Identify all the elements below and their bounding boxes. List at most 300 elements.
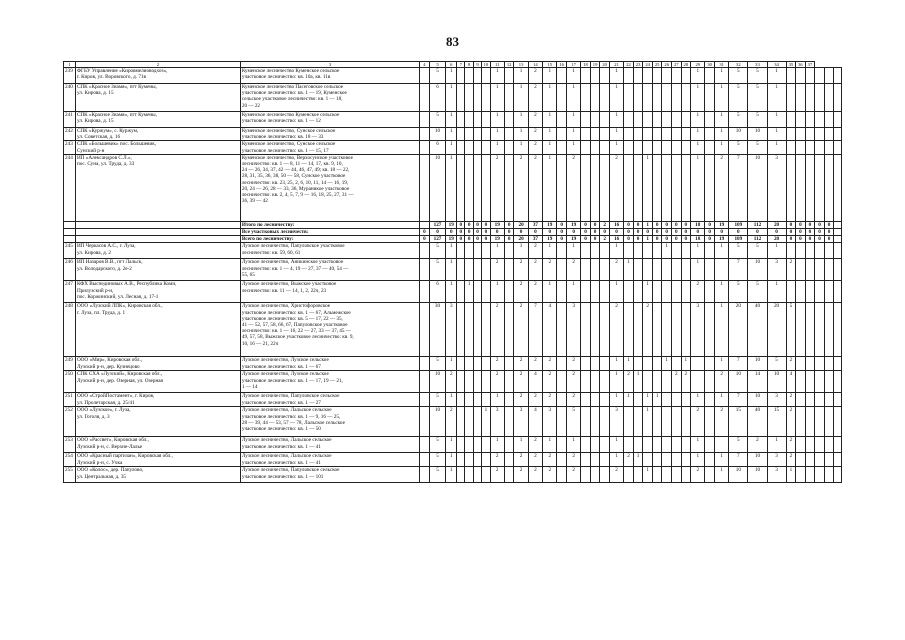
value-cell xyxy=(557,357,567,371)
value-cell: 0 xyxy=(805,236,815,243)
value-cell: 1 xyxy=(714,393,728,407)
value-cell xyxy=(824,112,834,128)
value-cell: 1 xyxy=(446,453,457,467)
value-cell: 1 xyxy=(609,243,623,259)
value-cell xyxy=(504,128,514,141)
user-name: ООО «Рассвет», Кировская обл., Лузский р-н, с. Верхне-Лалье xyxy=(75,437,240,453)
value-cell xyxy=(420,303,430,357)
value-cell xyxy=(624,407,634,437)
location-description: Куменское лесничество, Сунское сельское участковое лесничество: кв. 1 — 15, 17 xyxy=(240,141,419,154)
column-number: 23 xyxy=(633,62,643,68)
table-row xyxy=(64,467,842,483)
value-cell xyxy=(633,393,643,407)
value-cell xyxy=(590,437,600,453)
value-cell: 1 xyxy=(490,84,504,112)
value-cell: 109 xyxy=(729,236,748,243)
column-number: 5 xyxy=(429,62,446,68)
value-cell xyxy=(643,437,653,453)
user-name: СПК СХА «Лузский», Кировская обл., Лузский р-н, дер. Озерная, ул. Озерная xyxy=(75,371,240,393)
value-cell: 2 xyxy=(528,393,542,407)
value-cell: 5 xyxy=(429,393,446,407)
value-cell xyxy=(805,112,815,128)
value-cell xyxy=(420,128,430,141)
value-cell xyxy=(482,128,490,141)
total-label: Итого по лесничеству: xyxy=(240,221,419,228)
value-cell: 0 xyxy=(662,236,672,243)
value-cell: 1 xyxy=(714,243,728,259)
value-cell xyxy=(805,371,815,393)
value-cell xyxy=(457,357,465,371)
value-cell xyxy=(420,112,430,128)
value-cell xyxy=(834,453,842,467)
value-cell: 18 xyxy=(691,236,705,243)
value-cell xyxy=(815,371,825,393)
value-cell: 1 xyxy=(446,128,457,141)
user-name: СПК «Большевик» пос. Большевик, Сунский р-н xyxy=(75,141,240,154)
value-cell xyxy=(662,259,672,281)
value-cell xyxy=(581,259,591,281)
value-cell xyxy=(504,393,514,407)
value-cell: 10 xyxy=(748,453,767,467)
value-cell xyxy=(473,243,481,259)
value-cell xyxy=(824,68,834,84)
value-cell: 1 xyxy=(624,259,634,281)
value-cell xyxy=(805,243,815,259)
table-row xyxy=(64,281,842,303)
column-number: 13 xyxy=(514,62,528,68)
value-cell: 0 xyxy=(504,236,514,243)
value-cell xyxy=(834,84,842,112)
value-cell xyxy=(652,154,662,221)
table-row xyxy=(64,407,842,437)
value-cell xyxy=(600,437,610,453)
value-cell: 1 xyxy=(609,371,623,393)
value-cell: 5 xyxy=(729,437,748,453)
location-description: Лузское лесничество, Лузское сельское участковое лесничество: кв. 1 — 17, 19 — 21, 1 — 14 xyxy=(240,371,419,393)
total-label: Все участковых лесничеств: xyxy=(240,229,419,236)
value-cell xyxy=(834,437,842,453)
value-cell: 1 xyxy=(767,84,786,112)
value-cell xyxy=(643,371,653,393)
value-cell: 3 xyxy=(490,407,504,437)
value-cell xyxy=(557,407,567,437)
value-cell xyxy=(805,68,815,84)
value-cell: 1 xyxy=(543,154,557,221)
value-cell xyxy=(824,259,834,281)
value-cell: 0 xyxy=(457,229,465,236)
value-cell: 1 xyxy=(652,393,662,407)
value-cell xyxy=(643,68,653,84)
value-cell: 0 xyxy=(815,229,825,236)
value-cell: 1 xyxy=(691,259,705,281)
value-cell xyxy=(557,84,567,112)
value-cell: 1 xyxy=(609,84,623,112)
column-number: 6 xyxy=(446,62,457,68)
value-cell: 2 xyxy=(566,371,580,393)
value-cell xyxy=(420,371,430,393)
value-cell xyxy=(662,407,672,437)
row-number: 252 xyxy=(64,407,76,437)
total-label: Всего по лесничеству: xyxy=(240,236,419,243)
value-cell xyxy=(815,281,825,303)
location-description: Лузское лесничество, Папуловское сельское участковое лесничество: кв. 1 — 101 xyxy=(240,467,419,483)
value-cell: 0 xyxy=(786,229,796,236)
value-cell: 0 xyxy=(652,229,662,236)
value-cell: 3 xyxy=(446,303,457,357)
value-cell xyxy=(671,393,681,407)
value-cell xyxy=(834,281,842,303)
value-cell: 1 xyxy=(514,68,528,84)
value-cell: 20 xyxy=(729,303,748,357)
value-cell xyxy=(662,281,672,303)
value-cell: 1 xyxy=(643,407,653,437)
value-cell xyxy=(662,371,672,393)
value-cell: 1 xyxy=(514,128,528,141)
value-cell xyxy=(457,154,465,221)
user-name xyxy=(75,229,240,236)
value-cell: 2 xyxy=(446,407,457,437)
value-cell: 1 xyxy=(514,141,528,154)
value-cell xyxy=(681,407,691,437)
value-cell: 1 xyxy=(691,154,705,221)
user-name: ООО «Лузское», г. Луза, ул. Гоголя, д. 3 xyxy=(75,407,240,437)
value-cell: 20 xyxy=(767,236,786,243)
value-cell xyxy=(643,453,653,467)
row-number: 254 xyxy=(64,453,76,467)
value-cell xyxy=(557,243,567,259)
value-cell xyxy=(633,467,643,483)
value-cell: 10 xyxy=(429,128,446,141)
value-cell: 5 xyxy=(429,437,446,453)
value-cell xyxy=(581,453,591,467)
value-cell: 5 xyxy=(748,243,767,259)
value-cell xyxy=(805,128,815,141)
value-cell: 4 xyxy=(528,407,542,437)
column-number: 4 xyxy=(420,62,430,68)
value-cell xyxy=(643,84,653,112)
value-cell: 2 xyxy=(543,453,557,467)
value-cell xyxy=(420,68,430,84)
value-cell xyxy=(805,393,815,407)
value-cell xyxy=(824,128,834,141)
value-cell: 0 xyxy=(714,229,728,236)
value-cell xyxy=(705,243,715,259)
value-cell xyxy=(805,303,815,357)
value-cell: 5 xyxy=(729,243,748,259)
value-cell: 0 xyxy=(429,229,446,236)
value-cell: 1 xyxy=(490,112,504,128)
user-name: КФХ Выспединовых А.В., Республика Коми, Прилузский р-н, пос. Коржинский, ул. Лесная, д. 17-1 xyxy=(75,281,240,303)
value-cell: 2 xyxy=(714,154,728,221)
value-cell: 1 xyxy=(490,68,504,84)
value-cell: 1 xyxy=(714,68,728,84)
value-cell xyxy=(600,84,610,112)
value-cell xyxy=(786,112,796,128)
column-number: 21 xyxy=(609,62,623,68)
value-cell: 0 xyxy=(671,221,681,228)
value-cell xyxy=(557,112,567,128)
value-cell xyxy=(420,467,430,483)
column-number: 2 xyxy=(75,62,240,68)
value-cell: 10 xyxy=(429,407,446,437)
value-cell xyxy=(600,371,610,393)
value-cell: 0 xyxy=(652,221,662,228)
value-cell: 2 xyxy=(514,371,528,393)
value-cell xyxy=(705,437,715,453)
value-cell: 5 xyxy=(429,68,446,84)
user-name: ООО «СтройПостамент», г. Киров, ул. Пролетарская, д. 25/41 xyxy=(75,393,240,407)
value-cell xyxy=(705,393,715,407)
value-cell: 1 xyxy=(566,243,580,259)
value-cell: 0 xyxy=(652,236,662,243)
value-cell xyxy=(633,112,643,128)
value-cell: 2 xyxy=(528,68,542,84)
value-cell xyxy=(824,467,834,483)
value-cell: 5 xyxy=(429,453,446,467)
value-cell: 0 xyxy=(482,236,490,243)
location-description: Куменское лесничество Куменское сельское участковое лесничество: кв. 10а, кв. 11в xyxy=(240,68,419,84)
value-cell: 1 xyxy=(609,68,623,84)
value-cell: 2 xyxy=(528,357,542,371)
value-cell xyxy=(786,281,796,303)
value-cell: 2 xyxy=(514,453,528,467)
value-cell: 3 xyxy=(767,467,786,483)
value-cell xyxy=(652,243,662,259)
value-cell: 0 xyxy=(465,221,473,228)
value-cell: 2 xyxy=(490,467,504,483)
value-cell: 0 xyxy=(557,236,567,243)
row-number: 247 xyxy=(64,281,76,303)
value-cell: 2 xyxy=(543,259,557,281)
value-cell: 1 xyxy=(490,281,504,303)
value-cell xyxy=(590,467,600,483)
value-cell xyxy=(473,128,481,141)
row-number: 249 xyxy=(64,357,76,371)
value-cell: 19 xyxy=(446,221,457,228)
value-cell xyxy=(786,243,796,259)
value-cell: 1 xyxy=(490,437,504,453)
value-cell: 37 xyxy=(528,236,542,243)
value-cell: 0 xyxy=(824,229,834,236)
value-cell: 0 xyxy=(490,229,504,236)
hunting-grounds-table xyxy=(63,61,842,483)
value-cell: 1 xyxy=(643,221,653,228)
value-cell: 1 xyxy=(767,437,786,453)
column-number: 35 xyxy=(786,62,796,68)
value-cell xyxy=(834,393,842,407)
value-cell xyxy=(457,281,465,303)
value-cell xyxy=(581,371,591,393)
value-cell xyxy=(590,281,600,303)
value-cell xyxy=(600,243,610,259)
table-row xyxy=(64,437,842,453)
row-number xyxy=(64,236,76,243)
value-cell: 2 xyxy=(786,357,796,371)
value-cell xyxy=(457,84,465,112)
value-cell: 1 xyxy=(714,112,728,128)
value-cell: 2 xyxy=(528,154,542,221)
value-cell: 2 xyxy=(566,154,580,221)
value-cell: 3 xyxy=(566,303,580,357)
value-cell xyxy=(420,437,430,453)
value-cell xyxy=(473,357,481,371)
column-number: 19 xyxy=(590,62,600,68)
value-cell: 5 xyxy=(729,84,748,112)
value-cell xyxy=(465,393,473,407)
value-cell: 2 xyxy=(490,371,504,393)
value-cell xyxy=(600,407,610,437)
value-cell: 0 xyxy=(624,236,634,243)
value-cell xyxy=(824,371,834,393)
value-cell xyxy=(681,453,691,467)
value-cell xyxy=(786,154,796,221)
value-cell: 1 xyxy=(609,453,623,467)
value-cell xyxy=(796,437,806,453)
column-number: 11 xyxy=(490,62,504,68)
value-cell: 1 xyxy=(691,84,705,112)
value-cell: 19 xyxy=(566,221,580,228)
value-cell: 1 xyxy=(681,357,691,371)
value-cell: 2 xyxy=(609,303,623,357)
value-cell: 2 xyxy=(609,259,623,281)
value-cell xyxy=(473,259,481,281)
value-cell: 0 xyxy=(557,229,567,236)
column-number: 20 xyxy=(600,62,610,68)
value-cell xyxy=(662,393,672,407)
value-cell xyxy=(834,243,842,259)
value-cell: 1 xyxy=(482,407,490,437)
value-cell xyxy=(482,357,490,371)
value-cell xyxy=(786,128,796,141)
value-cell: 20 xyxy=(767,221,786,228)
table-row xyxy=(64,357,842,371)
value-cell: 0 xyxy=(705,236,715,243)
user-name xyxy=(75,221,240,228)
value-cell: 19 xyxy=(446,236,457,243)
value-cell xyxy=(473,141,481,154)
value-cell: 6 xyxy=(429,84,446,112)
value-cell: 2 xyxy=(714,407,728,437)
column-number: 30 xyxy=(705,62,715,68)
value-cell xyxy=(652,303,662,357)
value-cell: 2 xyxy=(691,407,705,437)
value-cell xyxy=(482,141,490,154)
value-cell: 0 xyxy=(465,236,473,243)
row-number: 245 xyxy=(64,243,76,259)
value-cell xyxy=(465,357,473,371)
value-cell xyxy=(465,154,473,221)
value-cell xyxy=(633,154,643,221)
value-cell xyxy=(600,68,610,84)
value-cell: 1 xyxy=(662,357,672,371)
value-cell xyxy=(600,154,610,221)
value-cell xyxy=(705,357,715,371)
value-cell xyxy=(482,112,490,128)
location-description: Куменское лесничество Пасеговское сельское участковое лесничество: кв. 1 — 19, Куменское сельское участковое лесничество: кв. 1 — 18, 20 — 22 xyxy=(240,84,419,112)
value-cell: 2 xyxy=(748,437,767,453)
value-cell xyxy=(465,303,473,357)
location-description: Лузское лесничество, Выжское участковое лесничество: кв. 11 — 14, 1, 2, 22ч, 23 xyxy=(240,281,419,303)
value-cell xyxy=(557,453,567,467)
value-cell: 1 xyxy=(566,281,580,303)
value-cell: 1 xyxy=(446,393,457,407)
value-cell xyxy=(482,437,490,453)
value-cell xyxy=(482,84,490,112)
value-cell: 1 xyxy=(514,243,528,259)
value-cell: 0 xyxy=(796,229,806,236)
value-cell: 2 xyxy=(514,467,528,483)
column-number: 7 xyxy=(457,62,465,68)
value-cell: 0 xyxy=(671,229,681,236)
table-row xyxy=(64,243,842,259)
value-cell xyxy=(581,141,591,154)
value-cell xyxy=(705,112,715,128)
value-cell xyxy=(671,437,681,453)
value-cell xyxy=(482,154,490,221)
value-cell xyxy=(815,141,825,154)
value-cell: 2 xyxy=(786,259,796,281)
value-cell: 2 xyxy=(490,453,504,467)
value-cell xyxy=(420,281,430,303)
value-cell xyxy=(652,112,662,128)
value-cell xyxy=(643,112,653,128)
value-cell xyxy=(557,371,567,393)
row-number: 246 xyxy=(64,259,76,281)
value-cell: 0 xyxy=(482,221,490,228)
value-cell xyxy=(681,112,691,128)
value-cell: 3 xyxy=(767,393,786,407)
value-cell xyxy=(652,281,662,303)
value-cell xyxy=(504,243,514,259)
value-cell xyxy=(815,467,825,483)
column-number: 14 xyxy=(528,62,542,68)
table-row xyxy=(64,141,842,154)
value-cell xyxy=(714,259,728,281)
value-cell xyxy=(600,281,610,303)
value-cell xyxy=(465,437,473,453)
value-cell: 1 xyxy=(609,128,623,141)
value-cell xyxy=(482,453,490,467)
value-cell xyxy=(482,371,490,393)
value-cell: 1 xyxy=(691,437,705,453)
value-cell: 2 xyxy=(786,437,796,453)
value-cell: 7 xyxy=(729,453,748,467)
value-cell: 10 xyxy=(748,393,767,407)
value-cell xyxy=(581,303,591,357)
value-cell: 1 xyxy=(543,84,557,112)
value-cell xyxy=(504,259,514,281)
value-cell xyxy=(796,243,806,259)
value-cell xyxy=(834,68,842,84)
value-cell xyxy=(581,128,591,141)
column-number: 37 xyxy=(805,62,815,68)
value-cell xyxy=(824,243,834,259)
value-cell xyxy=(834,467,842,483)
value-cell xyxy=(482,467,490,483)
value-cell xyxy=(796,303,806,357)
value-cell xyxy=(473,453,481,467)
value-cell: 0 xyxy=(815,236,825,243)
value-cell: 0 xyxy=(705,221,715,228)
value-cell xyxy=(652,128,662,141)
value-cell xyxy=(557,467,567,483)
value-cell xyxy=(473,407,481,437)
value-cell xyxy=(420,393,430,407)
value-cell: 0 xyxy=(557,221,567,228)
value-cell xyxy=(590,154,600,221)
value-cell xyxy=(420,154,430,221)
value-cell xyxy=(557,303,567,357)
